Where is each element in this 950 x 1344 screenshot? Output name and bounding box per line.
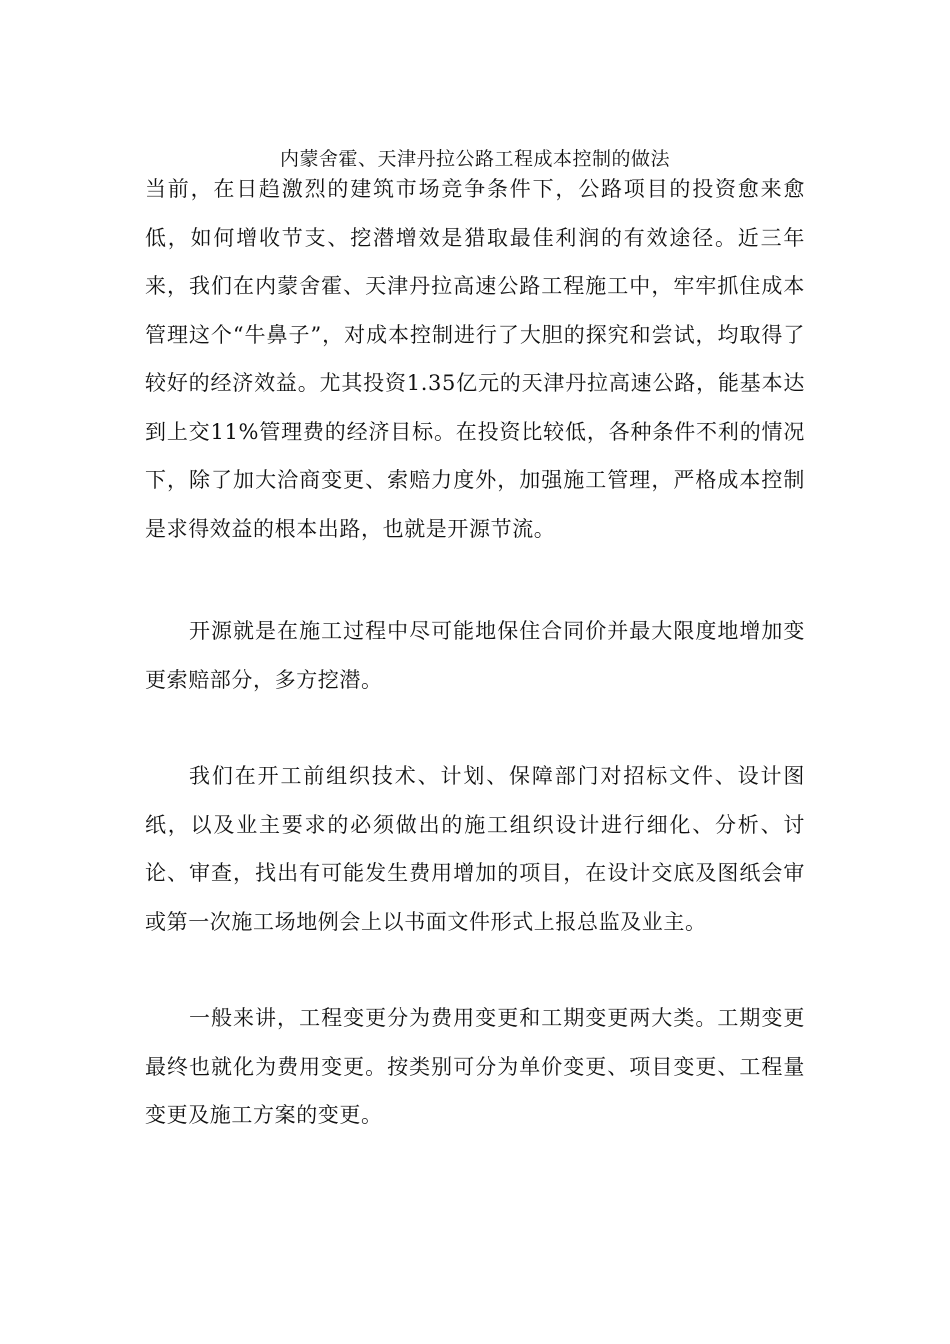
paragraph-pre-construction-review: 我们在开工前组织技术、计划、保障部门对招标文件、设计图纸，以及业主要求的必须做出的施工组织设计进行细化、分析、讨论、审查，找出有可能发生费用增加的项目，在设计交底及图纸会审或第一次施工场地例会上以书面文件形式上报总监及业主。 [145,764,805,934]
paragraph-intro: 当前，在日趋激烈的建筑市场竞争条件下，公路项目的投资愈来愈低，如何增收节支、挖潜增效是猎取最佳利润的有效途径。近三年来，我们在内蒙舍霍、天津丹拉高速公路工程施工中，牢牢抓住成本管理这个“牛鼻子”，对成本控制进行了大胆的探究和尝试，均取得了较好的经济效益。尤其投资1.35亿元的天津丹拉高速公路，能基本达到上交11%管理费的经济目标。在投资比较低，各种条件不利的情况下，除了加大洽商变更、索赔力度外，加强施工管理，严格成本控制是求得效益的根本出路，也就是开源节流。 [145,177,805,541]
paragraph-change-types: 一般来讲，工程变更分为费用变更和工期变更两大类。工期变更最终也就化为费用变更。按类别可分为单价变更、项目变更、工程量变更及施工方案的变更。 [145,1006,805,1127]
document-title: 内蒙舍霍、天津丹拉公路工程成本控制的做法 [279,148,670,170]
paragraph-open-source: 开源就是在施工过程中尽可能地保住合同价并最大限度地增加变更索赔部分，多方挖潜。 [145,619,805,692]
